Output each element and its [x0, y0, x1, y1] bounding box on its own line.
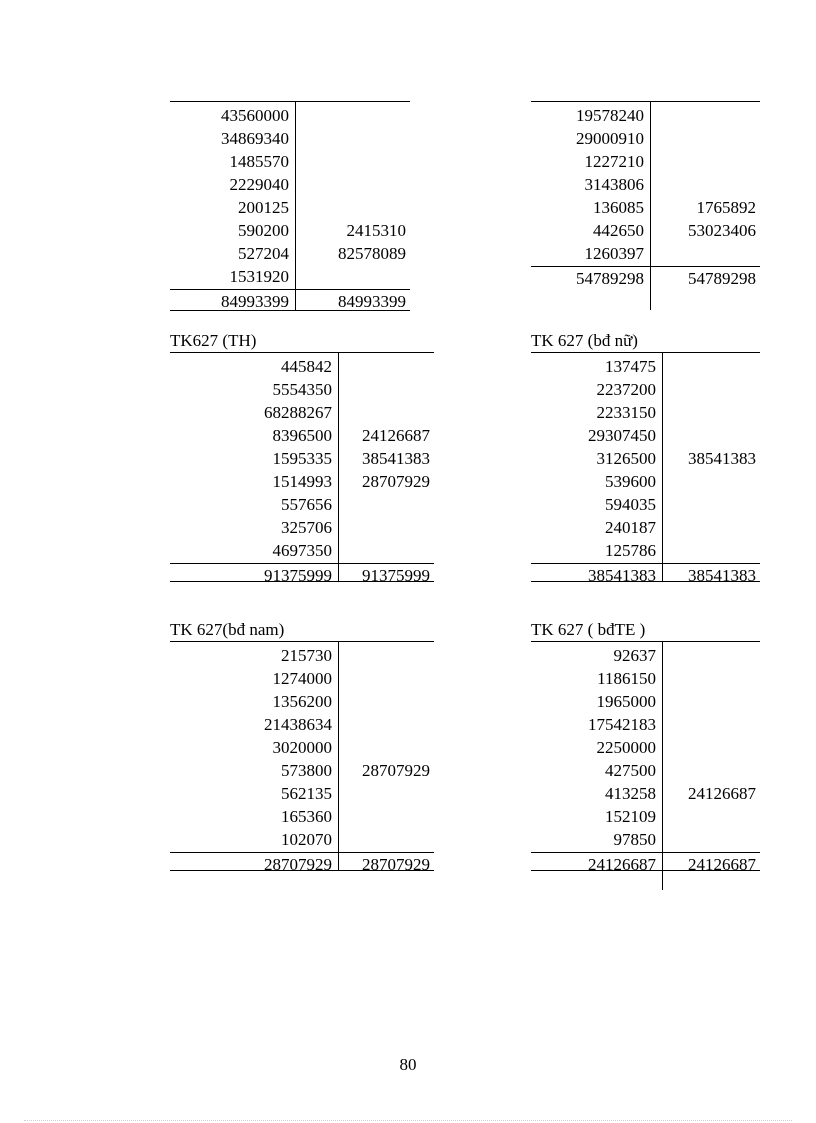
account-bottom-rule [531, 870, 760, 871]
debit-entry: 137475 [605, 357, 656, 376]
debit-entry: 136085 [593, 198, 644, 217]
debit-entry: 562135 [281, 784, 332, 803]
credit-entry: 24126687 [362, 426, 430, 445]
account-top-rule [170, 101, 410, 102]
debit-entry: 413258 [605, 784, 656, 803]
account-title: TK 627(bđ nam) [170, 620, 285, 639]
account-divider [650, 101, 651, 310]
debit-entry: 1531920 [229, 267, 289, 286]
debit-entry: 92637 [613, 646, 656, 665]
account-title: TK 627 (bđ nữ) [531, 331, 638, 350]
page-number: 80 [399, 1055, 417, 1074]
credit-entry: 38541383 [688, 449, 756, 468]
account-bottom-rule [170, 310, 410, 311]
account-divider [338, 352, 339, 581]
debit-entry: 3020000 [272, 738, 332, 757]
debit-entry: 21438634 [264, 715, 332, 734]
account-bottom-rule [170, 870, 434, 871]
total-credit: 24126687 [688, 855, 756, 874]
debit-entry: 1260397 [584, 244, 644, 263]
debit-entry: 29000910 [576, 129, 644, 148]
account-divider [662, 352, 663, 581]
debit-entry: 445842 [281, 357, 332, 376]
credit-entry: 82578089 [338, 244, 406, 263]
total-credit: 28707929 [362, 855, 430, 874]
debit-entry: 325706 [281, 518, 332, 537]
debit-entry: 427500 [605, 761, 656, 780]
debit-entry: 17542183 [588, 715, 656, 734]
debit-entry: 125786 [605, 541, 656, 560]
debit-entry: 97850 [613, 830, 656, 849]
account-title: TK627 (TH) [170, 331, 257, 350]
debit-entry: 442650 [593, 221, 644, 240]
debit-entry: 1356200 [272, 692, 332, 711]
debit-entry: 1186150 [597, 669, 656, 688]
debit-entry: 1965000 [596, 692, 656, 711]
total-debit: 91375999 [264, 566, 332, 585]
account-top-rule [531, 352, 760, 353]
debit-entry: 4697350 [272, 541, 332, 560]
debit-entry: 68288267 [264, 403, 332, 422]
total-credit: 84993399 [338, 292, 406, 311]
credit-entry: 28707929 [362, 761, 430, 780]
debit-entry: 3143806 [584, 175, 644, 194]
credit-entry: 24126687 [688, 784, 756, 803]
account-bottom-rule [170, 581, 434, 582]
debit-entry: 590200 [238, 221, 289, 240]
debit-entry: 573800 [281, 761, 332, 780]
total-credit: 54789298 [688, 269, 756, 288]
footer-divider [24, 1120, 792, 1121]
debit-entry: 19578240 [576, 106, 644, 125]
account-bottom-rule [531, 581, 760, 582]
debit-entry: 1274000 [272, 669, 332, 688]
debit-entry: 2237200 [596, 380, 656, 399]
debit-entry: 527204 [238, 244, 289, 263]
credit-entry: 28707929 [362, 472, 430, 491]
account-top-rule [170, 641, 434, 642]
account-divider [338, 641, 339, 870]
debit-entry: 29307450 [588, 426, 656, 445]
debit-entry: 240187 [605, 518, 656, 537]
debit-entry: 8396500 [272, 426, 332, 445]
debit-entry: 165360 [281, 807, 332, 826]
debit-entry: 102070 [281, 830, 332, 849]
debit-entry: 200125 [238, 198, 289, 217]
debit-entry: 2229040 [229, 175, 289, 194]
debit-entry: 1514993 [272, 472, 332, 491]
debit-entry: 3126500 [596, 449, 656, 468]
debit-entry: 557656 [281, 495, 332, 514]
debit-entry: 1595335 [272, 449, 332, 468]
account-title: TK 627 ( bđTE ) [531, 620, 646, 639]
debit-entry: 1485570 [229, 152, 289, 171]
credit-entry: 38541383 [362, 449, 430, 468]
account-top-rule [531, 641, 760, 642]
total-debit: 84993399 [221, 292, 289, 311]
debit-entry: 152109 [605, 807, 656, 826]
account-top-rule [170, 352, 434, 353]
debit-entry: 1227210 [584, 152, 644, 171]
debit-entry: 594035 [605, 495, 656, 514]
credit-entry: 2415310 [346, 221, 406, 240]
debit-entry: 2250000 [596, 738, 656, 757]
total-debit: 38541383 [588, 566, 656, 585]
debit-entry: 43560000 [221, 106, 289, 125]
credit-entry: 1765892 [696, 198, 756, 217]
debit-entry: 539600 [605, 472, 656, 491]
debit-entry: 5554350 [272, 380, 332, 399]
total-debit: 24126687 [588, 855, 656, 874]
total-credit: 38541383 [688, 566, 756, 585]
debit-entry: 215730 [281, 646, 332, 665]
account-divider [295, 101, 296, 310]
total-debit: 54789298 [576, 269, 644, 288]
debit-entry: 2233150 [596, 403, 656, 422]
credit-entry: 53023406 [688, 221, 756, 240]
total-debit: 28707929 [264, 855, 332, 874]
account-top-rule [531, 101, 760, 102]
debit-entry: 34869340 [221, 129, 289, 148]
total-credit: 91375999 [362, 566, 430, 585]
